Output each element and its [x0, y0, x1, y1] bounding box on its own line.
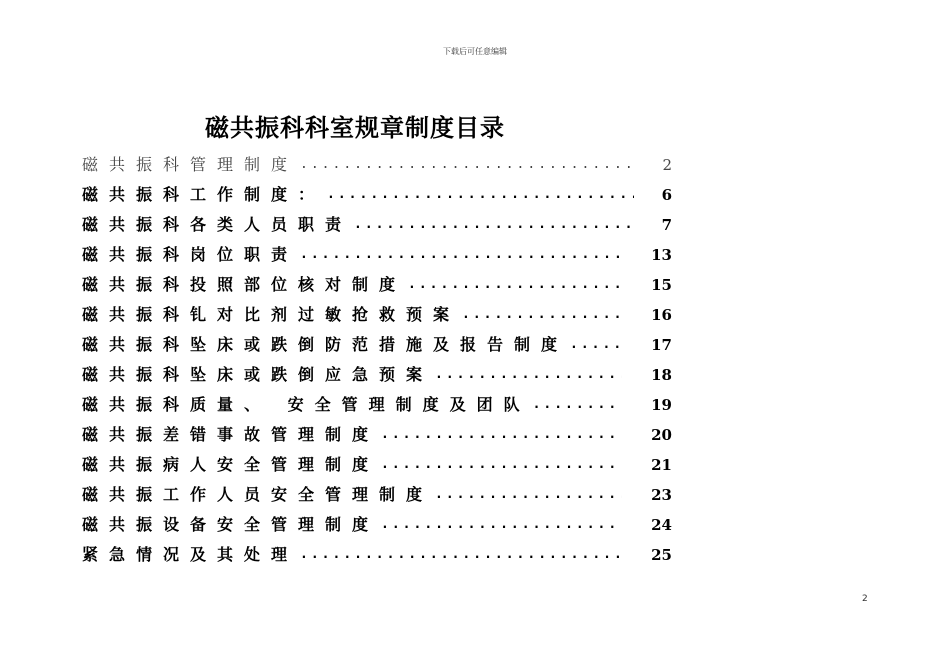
toc-entry[interactable] [82, 210, 672, 240]
toc-entry-page: 19 [651, 396, 672, 414]
header-note: 下载后可任意编辑 [443, 47, 507, 56]
toc-entry[interactable] [82, 270, 672, 300]
toc-entry[interactable] [82, 540, 672, 570]
toc-entry-page: 7 [661, 216, 672, 234]
toc-leader-dots [570, 330, 622, 360]
toc-entry[interactable] [82, 300, 672, 330]
toc-entry-title: 磁共振科投照部位核对制度 [82, 275, 407, 294]
toc-entry-page: 15 [651, 276, 672, 294]
toc-leader-dots [462, 300, 622, 330]
toc-entry-page: 17 [651, 336, 672, 354]
toc-leader-dots [300, 150, 634, 180]
toc-leader-dots [533, 390, 622, 420]
toc-entry-page: 20 [651, 426, 672, 444]
toc-entry-title: 磁共振科各类人员职责 [82, 215, 353, 234]
toc-entry-page: 16 [651, 306, 672, 324]
toc-entry-title: 磁共振科坠床或跌倒应急预案 [82, 365, 434, 384]
toc-entry[interactable] [82, 180, 672, 210]
toc-entry[interactable] [82, 360, 672, 390]
toc-entry-title: 磁共振科坠床或跌倒防范措施及报告制度 [82, 335, 569, 354]
toc-entry-page: 18 [651, 366, 672, 384]
toc-leader-dots [381, 420, 622, 450]
toc-entry-page: 2 [662, 156, 672, 174]
toc-entry-title: 磁共振科岗位职责 [82, 245, 299, 264]
toc-leader-dots [381, 450, 622, 480]
toc-leader-dots [327, 180, 634, 210]
toc-entry[interactable] [82, 240, 672, 270]
toc-entry-page: 6 [661, 186, 672, 204]
toc-entry[interactable] [82, 420, 672, 450]
toc-leader-dots [408, 270, 622, 300]
toc-entry-title: 磁共振病人安全管理制度 [82, 455, 380, 474]
toc-leader-dots [300, 240, 622, 270]
toc-leader-dots [435, 360, 622, 390]
toc-entry[interactable] [82, 510, 672, 540]
toc-entry-title: 磁共振差错事故管理制度 [82, 425, 380, 444]
toc-entry-title: 紧急情况及其处理 [82, 545, 299, 564]
toc-leader-dots [300, 540, 622, 570]
toc-entry[interactable] [82, 150, 672, 180]
toc-entry[interactable] [82, 450, 672, 480]
toc-leader-dots [381, 510, 622, 540]
toc-entry[interactable] [82, 330, 672, 360]
toc-entry-title: 磁共振科质量、 安全管理制度及团队 [82, 395, 531, 414]
toc-entry-page: 13 [651, 246, 672, 264]
table-of-contents [82, 150, 672, 570]
toc-entry-title: 磁共振工作人员安全管理制度 [82, 485, 434, 504]
page-number: 2 [862, 594, 868, 604]
toc-entry-title: 磁共振设备安全管理制度 [82, 515, 380, 534]
toc-leader-dots [435, 480, 622, 510]
toc-entry-title: 磁共振科工作制度： [82, 185, 326, 204]
toc-entry-title: 磁共振科管理制度 [82, 155, 299, 174]
toc-entry-title: 磁共振科钆对比剂过敏抢救预案 [82, 305, 461, 324]
toc-leader-dots [354, 210, 634, 240]
toc-entry-page: 23 [651, 486, 672, 504]
toc-entry-page: 21 [651, 456, 672, 474]
toc-entry[interactable] [82, 480, 672, 510]
toc-entry-page: 24 [651, 516, 672, 534]
document-title: 磁共振科科室规章制度目录 [205, 114, 505, 142]
toc-entry-page: 25 [651, 546, 672, 564]
toc-entry[interactable] [82, 390, 672, 420]
